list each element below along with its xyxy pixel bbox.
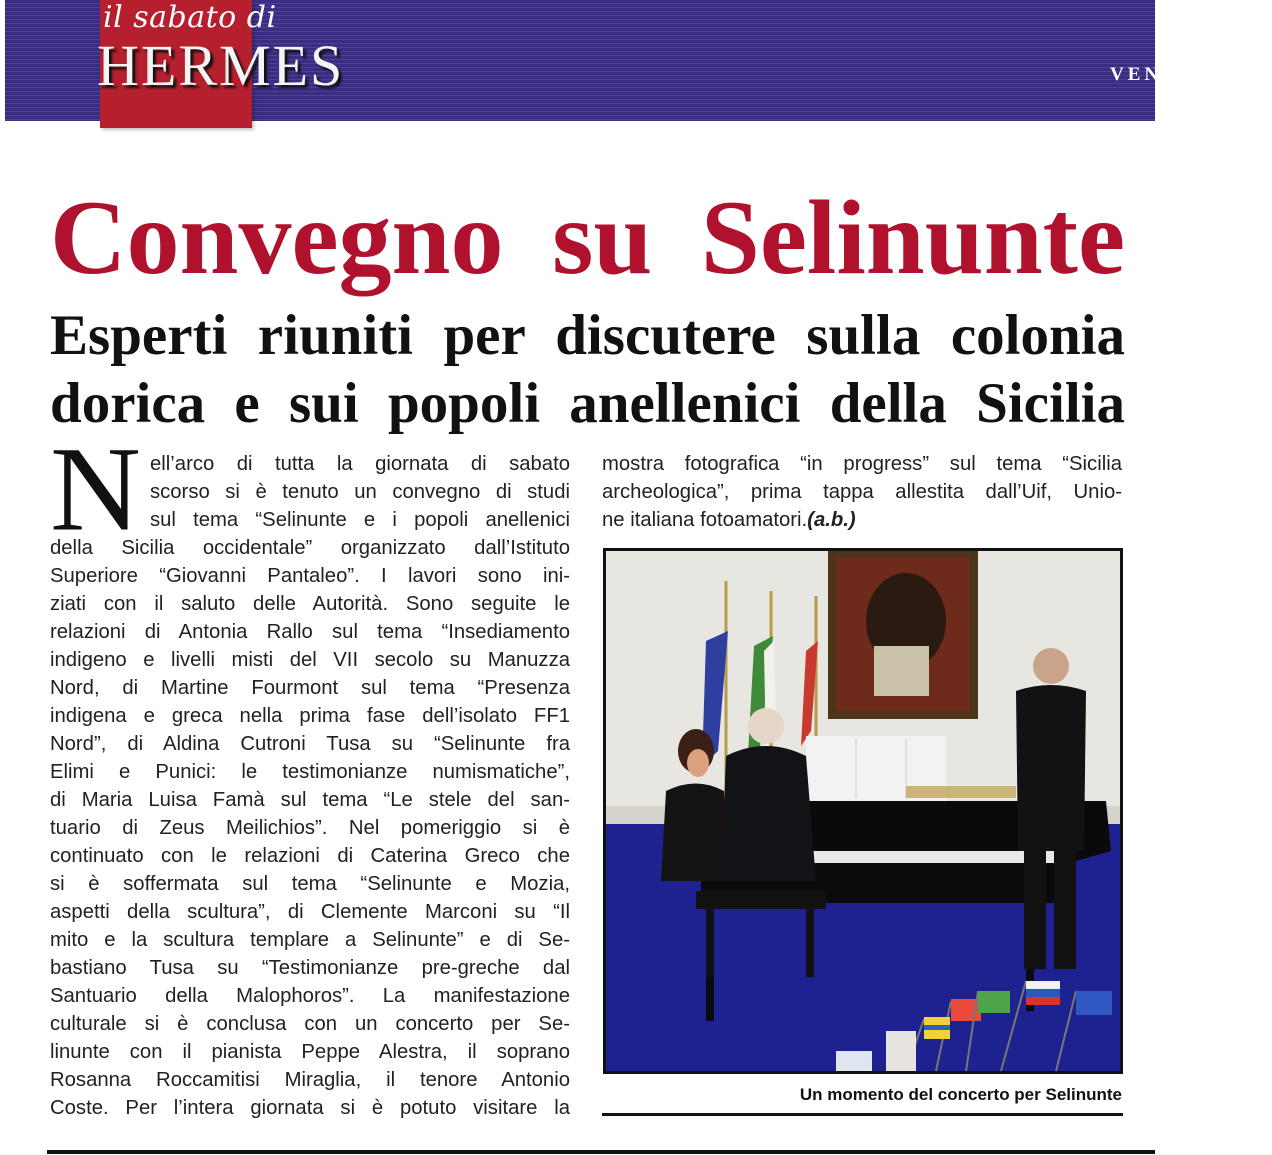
body-line: tuario di Zeus Meilichios”. Nel pomeriggio si è	[50, 817, 570, 839]
body-line: relazioni di Antonia Rallo sul tema “Insediamento	[50, 621, 570, 643]
masthead-title: HERMES	[97, 33, 345, 98]
caption-divider	[602, 1113, 1123, 1116]
masthead-date: VEN	[1110, 64, 1163, 85]
body-line: culturale si è conclusa con un concerto per Se-	[50, 1013, 570, 1035]
article-subhead	[50, 302, 1125, 438]
concert-photo	[603, 548, 1123, 1074]
body-line: linunte con il pianista Peppe Alestra, il soprano	[50, 1041, 570, 1063]
body-text: ne italiana fotoamatori.	[602, 509, 808, 531]
body-line: archeologica”, prima tappa allestita dall’Uif, Unio-	[602, 481, 1122, 503]
body-line: continuato con le relazioni di Caterina Greco che	[50, 845, 570, 867]
body-line: ziati con il saluto delle Autorità. Sono seguite le	[50, 593, 570, 615]
masthead	[5, 0, 1163, 121]
page-bottom-rule	[47, 1150, 1155, 1154]
body-line: di Maria Luisa Famà sul tema “Le stele del san-	[50, 789, 570, 811]
concert-photo-illustration	[606, 551, 1120, 1071]
drop-cap: N	[50, 422, 141, 557]
body-line: scorso si è tenuto un convegno di studi	[150, 481, 570, 503]
body-line: bastiano Tusa su “Testimonianze pre-greche dal	[50, 957, 570, 979]
body-line: Santuario della Malophoros”. La manifestazione	[50, 985, 570, 1007]
body-line: Superiore “Giovanni Pantaleo”. I lavori sono ini-	[50, 565, 570, 587]
body-line: aspetti della scultura”, di Clemente Marconi su “Il	[50, 901, 570, 923]
masthead-script: il sabato di	[103, 0, 277, 35]
photo-caption: Un momento del concerto per Selinunte	[799, 1085, 1122, 1104]
body-line: mito e la scultura templare a Selinunte” e di Se-	[50, 929, 570, 951]
body-line: si è soffermata sul tema “Selinunte e Mozia,	[50, 873, 570, 895]
body-line: sul tema “Selinunte e i popoli anellenici	[150, 509, 570, 531]
author-signature: (a.b.)	[807, 509, 856, 531]
body-line: indigeno e livelli misti del VII secolo su Manuzza	[50, 649, 570, 671]
body-line: ell’arco di tutta la giornata di sabato	[150, 453, 570, 475]
body-line: Coste. Per l’intera giornata si è potuto visitare la	[50, 1097, 570, 1119]
body-line-final	[602, 506, 1122, 534]
body-line: indigena e greca nella prima fase dell’isolato FF1	[50, 705, 570, 727]
body-line: mostra fotografica “in progress” sul tema “Sicilia	[602, 453, 1122, 475]
body-line: Nord”, di Aldina Cutroni Tusa su “Selinunte fra	[50, 733, 570, 755]
body-line: Elimi e Punici: le testimonianze numismatiche”,	[50, 761, 570, 783]
article-headline: Convegno su Selinunte	[50, 179, 1125, 296]
article-column-left	[50, 450, 570, 1122]
body-line: della Sicilia occidentale” organizzato dall’Istituto	[50, 537, 570, 559]
body-line: Rosanna Roccamitisi Miraglia, il tenore Antonio	[50, 1069, 570, 1091]
subhead-line: dorica e sui popoli anellenici della Sicilia	[50, 372, 1125, 435]
subhead-line: Esperti riuniti per discutere sulla colonia	[50, 304, 1125, 367]
article-column-right	[602, 450, 1122, 534]
body-line: Nord, di Martine Fourmont sul tema “Presenza	[50, 677, 570, 699]
